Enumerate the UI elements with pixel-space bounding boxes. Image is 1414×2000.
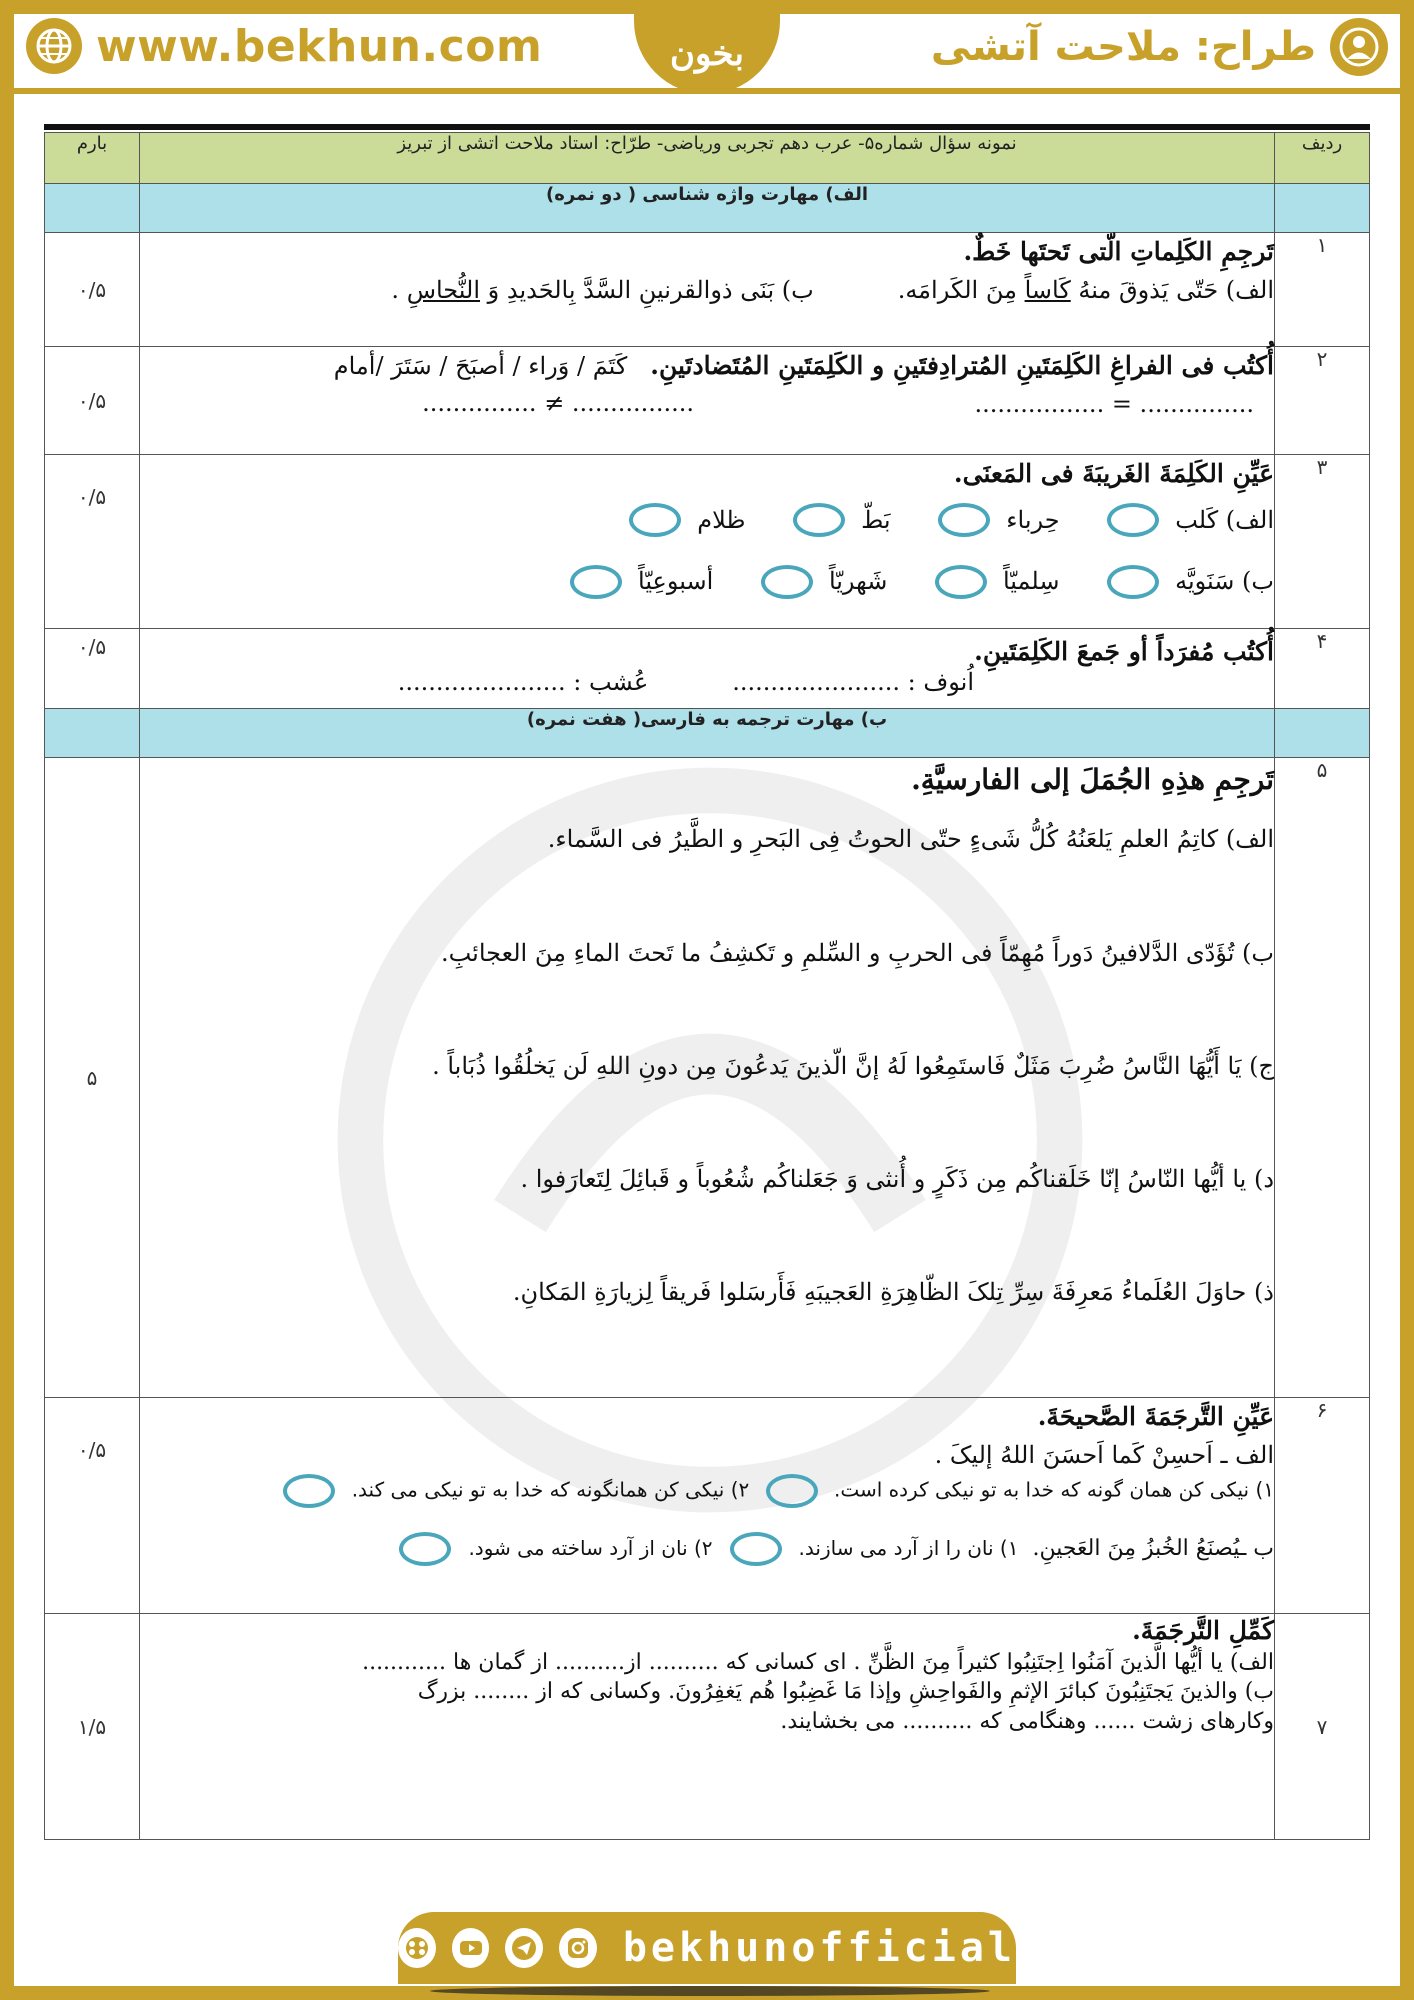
answer-field-1[interactable]: اُنوف : ...................... [732,667,974,696]
question-score: ۰/۵ [45,629,140,709]
option-text: حِرباء [1006,505,1060,534]
choice-circle[interactable] [935,565,987,599]
sentence: د) یا أیُّها النّاسُ إنّا خَلَقناکُم مِن ذَکَرٍ و أُنثی وَ جَعَلناکُم شُعُوباً و قَبائِلَ لِتَعارَفوا . [520,1164,1274,1193]
top-divider [44,124,1370,130]
telegram-icon[interactable] [505,1928,543,1968]
choice-circle[interactable] [570,565,622,599]
answer-line-1[interactable]: ............... = ................. [974,389,1254,418]
question-7 [140,1614,1275,1840]
user-icon [1330,18,1388,76]
website-text: www.bekhun.com [96,20,543,72]
question-score: ۰/۵ [45,455,140,629]
option-text: ۲) نان از آرد ساخته می شود. [468,1535,713,1560]
question-row [45,629,1370,709]
social-handle: bekhunofficial [622,1925,1016,1971]
option-text: ۱) نان را از آرد می سازند. [798,1535,1019,1560]
website-link[interactable] [26,18,542,74]
option-text: ۱) نیکی کن همان گونه که خدا به تو نیکی کرده است. [834,1477,1274,1502]
section-b-row [45,709,1370,758]
globe-icon [26,18,82,74]
q7-part-b[interactable]: ب) والذینَ یَجتَنِبُونَ کبائرَ الإثمِ والفَواحِشِ وإذا مَا غَضِبُوا هُم یَغفِرُونَ. وکسانی که از ........ بزرگ [417,1679,1274,1705]
designer-credit [931,18,1388,76]
sentence: ج) یَا أَیُّهَا النَّاسُ ضُرِبَ مَثَلٌ فَاستَمِعُوا لَهُ إنَّ الّذینَ یَدعُونَ مِن دونِ اللهِ لَن یَخلُقُوا ذُبَاباً . [432,1051,1274,1080]
question-instruction: تَرجِمِ الکَلِماتِ الّتی تَحتَها خَطٌ. [963,237,1274,266]
question-row [45,1614,1370,1840]
choice-circle[interactable] [761,565,813,599]
question-3 [140,455,1275,629]
question-score: ۰/۵ [45,1398,140,1614]
social-footer [398,1912,1016,1984]
question-number: ۳ [1275,455,1370,629]
sentence: الف) کاتِمُ العلمِ یَلعَنُهُ کُلُّ شَیءٍ حتّی الحوتُ فِی البَحرِ و الطَّیرُ فی السَّماء. [547,825,1274,854]
option-row-a [140,502,1274,539]
question-score: ۵ [45,758,140,1398]
exam-table [44,132,1370,1840]
choice-circle[interactable] [629,503,681,537]
footer-shadow [430,1986,990,1996]
q6-options-a [140,1474,1274,1508]
section-b-title: ب) مهارت ترجمه به فارسی( هفت نمره) [140,709,1275,758]
q6-options-b [140,1532,1274,1566]
choice-circle[interactable] [938,503,990,537]
option-text: الف) کَلب [1175,505,1274,534]
sentence: ذ) حاوَلَ العُلَماءُ مَعرِفَةَ سِرِّ تِلکَ الظّاهِرَةِ العَجیبَهِ فَأَرسَلوا فَریقاً لِزیارَةِ المَکانِ. [512,1278,1274,1307]
question-row [45,758,1370,1398]
question-instruction: أُکتُب مُفرَداً أو جَمعَ الکَلِمَتَینِ. [974,637,1274,666]
question-score: ۰/۵ [45,347,140,455]
instagram-icon[interactable] [559,1928,597,1968]
designer-text: طراح: ملاحت آتشی [930,24,1316,70]
question-number: ۱ [1275,233,1370,347]
option-text: ب) سَنَویَّه [1175,566,1274,595]
aparat-icon[interactable] [398,1928,436,1968]
question-1 [140,233,1275,347]
q6-sentence-a: الف ـ اَحسِنْ کَما اَحسَنَ اللهُ إلیکَ . [934,1440,1274,1469]
question-instruction: کَمِّلِ التَّرجَمَةَ. [1132,1616,1274,1645]
question-4 [140,629,1275,709]
option-text: ظلام [697,505,746,534]
question-instruction: أُکتُب فی الفراغِ الکَلِمَتَینِ المُترادِفتَینِ و الکَلِمَتَینِ المُتَضادتَینِ. [650,351,1274,380]
option-text: ۲) نیکی کن همانگونه که خدا به تو نیکی می کند. [351,1477,750,1502]
table-header-row [45,133,1370,184]
question-number: ۶ [1275,1398,1370,1614]
option-text: سِلمیّاً [1002,566,1060,595]
choice-circle[interactable] [766,1474,818,1508]
question-5 [140,758,1275,1398]
question-row [45,1398,1370,1614]
choice-circle[interactable] [283,1474,335,1508]
question-instruction: تَرجِمِ هذِهِ الجُمَلَ إلی الفارسیَّةِ. [911,763,1274,796]
choice-circle[interactable] [793,503,845,537]
option-row-b [140,563,1274,600]
question-instruction: عَیِّنِ التَّرجَمَةَ الصَّحیحَةَ. [1037,1402,1274,1431]
question-2 [140,347,1275,455]
youtube-icon[interactable] [452,1928,490,1968]
question-number: ۲ [1275,347,1370,455]
answer-field-2[interactable]: عُشب : ...................... [397,667,649,696]
option-text: أسبوعِیّاً [638,566,714,595]
score-header: بارم [45,133,140,184]
question-instruction: عَیِّنِ الکَلِمَةَ الغَریبَةَ فی المَعنَی. [953,459,1274,488]
word-bank: کَتَمَ / وَراء / أصبَحَ / سَتَرَ /أمام [333,352,628,380]
q6-sentence-b: ب ـیُصنَعُ الخُبزُ مِنَ العَجینِ. [1032,1535,1274,1561]
section-a-row [45,184,1370,233]
question-row [45,233,1370,347]
sentence: ب) تُؤَدّی الدَّلافینُ دَوراً مُهِمّاً فی الحربِ و السِّلمِ و تَکشِفُ ما تَحتَ الماءِ مِنَ العجائبِ. [440,938,1274,967]
answer-line-2[interactable]: ................ ≠ ............... [422,388,694,417]
question-number: ۴ [1275,629,1370,709]
question-row [45,455,1370,629]
option-text: شَهریّاً [828,566,888,595]
option-text: بَطّ [861,505,891,534]
choice-circle[interactable] [1107,565,1159,599]
question-row [45,347,1370,455]
question-score: ۱/۵ [45,1614,140,1840]
exam-title: نمونه سؤال شماره۵- عرب دهم تجربی وریاضی- طرّاح: استاد ملاحت اتشی از تبریز [140,133,1275,184]
brand-logo-text: بخون [670,34,744,74]
choice-circle[interactable] [730,1532,782,1566]
question-score: ۰/۵ [45,233,140,347]
question-number: ۵ [1275,758,1370,1398]
q1-items: الف) حَتّی یَذوقَ منهُ کَاساً مِنَ الکَرامَه. ب) بَنَی ذوالقرنینِ السَّدَّ بِالحَدیدِ وَ النُّحاسِ . [391,275,1274,304]
row-header: ردیف [1275,133,1370,184]
choice-circle[interactable] [1107,503,1159,537]
q7-part-b-cont[interactable]: وکارهای زشت ...... وهنگامی که .......... می بخشایند. [780,1709,1274,1735]
question-6 [140,1398,1275,1614]
section-a-title: الف) مهارت واژه شناسی ( دو نمره) [140,184,1275,233]
q7-part-a[interactable]: الف) یا أیُّها الَّذینَ آمَنُوا اِجتَنِبُوا کثیراً مِنَ الظَّنِّ . ای کسانی که .......... از.......... از گمان ها ............ [362,1649,1274,1675]
question-number: ۷ [1275,1614,1370,1840]
choice-circle[interactable] [399,1532,451,1566]
